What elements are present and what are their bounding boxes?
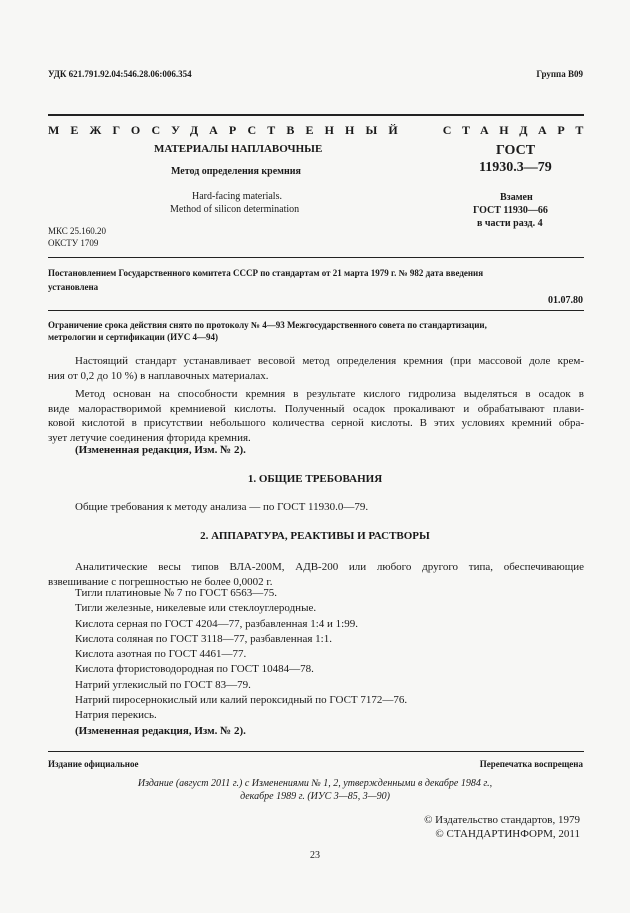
english-title-1: Hard-facing materials. (192, 191, 282, 202)
effective-date: 01.07.80 (548, 295, 583, 306)
list-item: Тигли железные, никелевые или стеклоуглеродные. (75, 602, 317, 615)
reprint-prohibited: Перепечатка воспрещена (479, 759, 583, 769)
section-1-heading: 1. ОБЩИЕ ТРЕБОВАНИЯ (247, 473, 383, 485)
list-item: Кислота фтористоводородная по ГОСТ 10484—78. (75, 663, 314, 676)
edition-note-2: декабре 1989 г. (ИУС 3—85, 3—90) (240, 791, 390, 802)
section-2-p-line-2: взвешивание с погрешностью не более 0,0002 г. (48, 575, 273, 588)
banner-word-1: МЕЖГОСУДАРСТВЕННЫЙ (48, 123, 409, 137)
udk-code: УДК 621.791.92.04:546.28.06:006.354 (48, 69, 192, 79)
decree-line-1 (48, 268, 584, 278)
official-edition: Издание официальное (48, 759, 139, 769)
section-2-p-line-1: Аналитические весы типов ВЛА-200М, АДВ-200 или любого другого типа, обеспечивающие (75, 561, 584, 573)
copyright-2: © СТАНДАРТИНФОРМ, 2011 (435, 828, 580, 840)
list-item: Натрий углекислый по ГОСТ 83—79. (75, 678, 251, 691)
edition-note-1: Издание (август 2011 г.) с Изменениями № 1, 2, утвержденными в декабре 1984 г., (137, 778, 493, 789)
decree-rule (48, 310, 584, 311)
list-item: Натрия перекись. (75, 709, 157, 722)
mks-code: МКС 25.160.20 (48, 226, 107, 236)
group-code: Группа В09 (536, 69, 583, 79)
okstu-code: ОКСТУ 1709 (48, 238, 99, 248)
intro-p2-line-2: виде малорастворимой кремниевой кислоты. Полученный осадок прокаливают и обрабатывают плави- (48, 402, 584, 415)
intro-p2-line-3: ковой кислотой в присутствии небольшого количества серной кислоты. В этих условиях кремний обра- (48, 417, 584, 429)
intro-p1-line-2: ния от 0,2 до 10 %) в наплавочных материалах. (48, 369, 269, 382)
copyright-1: © Издательство стандартов, 1979 (424, 814, 580, 826)
section-2-amended-note: (Измененная редакция, Изм. № 2). (75, 724, 246, 737)
page-number: 23 (310, 850, 320, 861)
list-item: Кислота серная по ГОСТ 4204—77, разбавленная 1:4 и 1:99. (75, 617, 358, 630)
section-2-heading: 2. АППАРАТУРА, РЕАКТИВЫ И РАСТВОРЫ (200, 530, 430, 542)
page-subtitle: Метод определения кремния (171, 166, 301, 177)
decree-text-1: Постановлением Государственного комитета СССР по стандартам от 21 марта 1979 г. № 982 дата введения (48, 268, 484, 278)
intro-paragraph-2 (48, 387, 584, 445)
gost-number: 11930.3—79 (479, 160, 552, 175)
list-item: Кислота соляная по ГОСТ 3118—77, разбавленная 1:1. (75, 632, 332, 645)
reagents-list (75, 586, 407, 739)
list-item: Натрий пиросернокислый или калий пероксидный по ГОСТ 7172—76. (75, 694, 408, 707)
section-2-paragraph (48, 560, 584, 589)
section-1-text: Общие требования к методу анализа — по ГОСТ 11930.0—79. (75, 501, 369, 513)
decree-line-2: установлена (48, 282, 99, 292)
replaces-gost: ГОСТ 11930—66 (473, 205, 548, 216)
list-item: Кислота азотная по ГОСТ 4461—77. (75, 648, 247, 661)
page-title: МАТЕРИАЛЫ НАПЛАВОЧНЫЕ (154, 143, 323, 155)
intro-p2-line-1: Метод основан на способности кремния в результате кислого гидролиза выделяться в осадок в (75, 388, 584, 400)
restriction-line-2: метрологии и сертификации (ИУС 4—94) (48, 332, 218, 342)
header-rule (48, 114, 584, 116)
replaces-part: в части разд. 4 (477, 218, 543, 229)
banner-word-2: СТАНДАРТ (442, 123, 594, 137)
intro-p2-line-4: зует летучие соединения фторида кремния. (48, 431, 251, 444)
list-item: Тигли платиновые № 7 по ГОСТ 6563—75. (75, 587, 278, 599)
footer-rule (48, 751, 584, 752)
replaces-label: Взамен (500, 192, 533, 203)
gost-label: ГОСТ (496, 143, 536, 158)
intro-p1-line-1: Настоящий стандарт устанавливает весовой метод определения кремния (при массовой доле крем- (75, 355, 584, 367)
title-rule (48, 257, 584, 258)
intro-paragraph-1 (48, 354, 584, 383)
banner-text (48, 123, 594, 138)
intro-amended-note: (Измененная редакция, Изм. № 2). (75, 444, 246, 456)
restriction-line-1: Ограничение срока действия снято по протоколу № 4—93 Межгосударственного совета по стандартизации, (48, 320, 487, 330)
english-title-2: Method of silicon determination (170, 204, 300, 215)
